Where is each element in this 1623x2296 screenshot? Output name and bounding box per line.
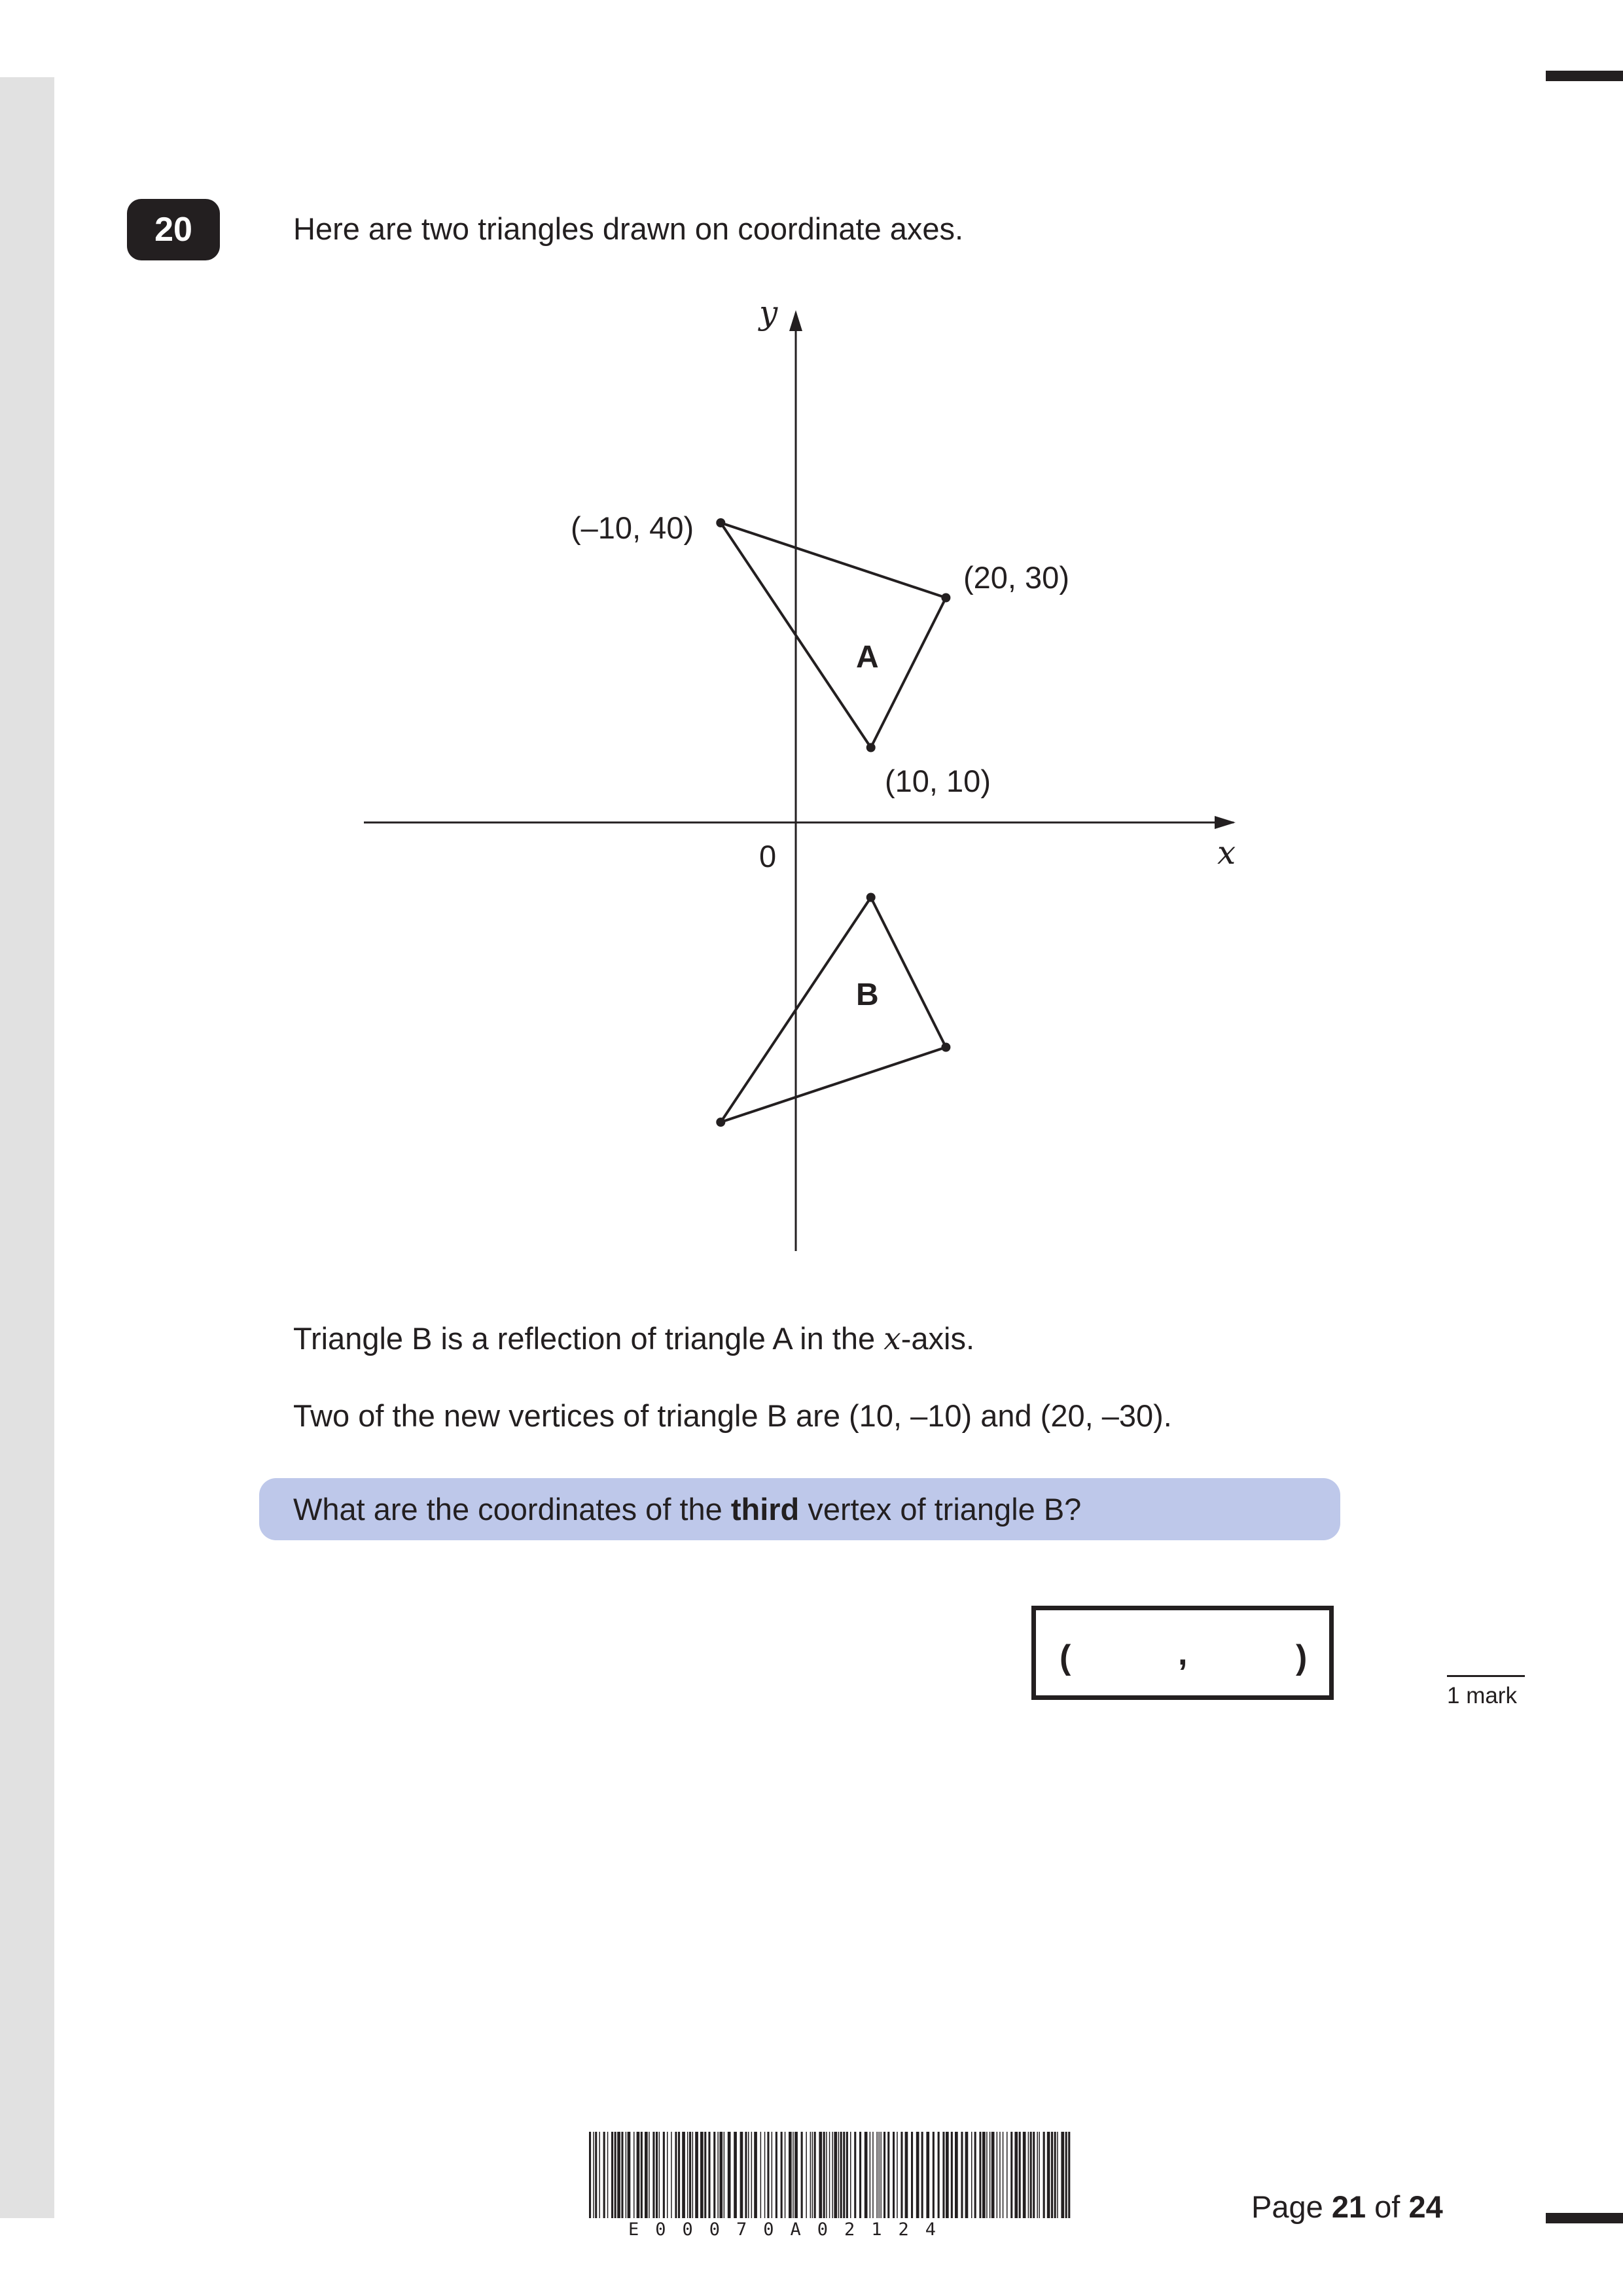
barcode-bar — [990, 2132, 991, 2218]
barcode-bar — [991, 2132, 995, 2218]
barcode-bar — [649, 2132, 650, 2218]
barcode-bar — [621, 2132, 623, 2218]
barcode-bar — [846, 2132, 848, 2218]
barcode-bar — [689, 2132, 691, 2218]
barcode-bar — [708, 2132, 710, 2218]
barcode-bar — [599, 2132, 600, 2218]
barcode-bar — [982, 2132, 986, 2218]
triangle-a-vertex-1 — [716, 518, 725, 527]
barcode-bar — [595, 2132, 597, 2218]
barcode-bar — [946, 2132, 949, 2218]
question-prompt-end: vertex of triangle B? — [799, 1492, 1082, 1527]
barcode-bar — [859, 2132, 861, 2218]
barcode-bar — [678, 2132, 680, 2218]
barcode-bar — [850, 2132, 851, 2218]
barcode-bar — [700, 2132, 704, 2218]
barcode-bar — [901, 2132, 902, 2218]
page-number — [1251, 2189, 1443, 2225]
barcode-bar — [840, 2132, 842, 2218]
barcode-bar — [717, 2132, 719, 2218]
barcode-bar — [1014, 2132, 1018, 2218]
barcode-bar — [826, 2132, 827, 2218]
triangle-b — [721, 898, 946, 1123]
barcode-bar — [1003, 2132, 1004, 2218]
triangle-b-label: B — [856, 978, 879, 1012]
barcode-bar — [905, 2132, 908, 2218]
barcode-bar — [734, 2132, 737, 2218]
barcode-bar — [921, 2132, 923, 2218]
barcode-bar — [838, 2132, 840, 2218]
barcode-bar — [832, 2132, 833, 2218]
triangle-a-vertex-2 — [941, 593, 950, 603]
page-prefix: Page — [1251, 2189, 1332, 2224]
barcode-bar — [611, 2132, 613, 2218]
vertex-label-a3: (10, 10) — [885, 764, 991, 798]
triangle-a — [721, 523, 946, 748]
barcode-bar — [1065, 2132, 1067, 2218]
mark-allocation: 1 mark — [1447, 1683, 1517, 1708]
barcode-bar — [671, 2132, 672, 2218]
barcode-bar — [801, 2132, 803, 2218]
triangle-a-label: A — [856, 640, 879, 675]
vertex-label-a1: (–10, 40) — [571, 510, 694, 545]
barcode-bar — [607, 2132, 609, 2218]
barcode-bar — [961, 2132, 963, 2218]
barcode-bar — [1047, 2132, 1050, 2218]
barcode-bar — [652, 2132, 654, 2218]
barcode-bar — [781, 2132, 783, 2218]
barcode-bar — [997, 2132, 998, 2218]
axis-x-label: x — [1217, 834, 1236, 872]
origin-label: 0 — [759, 839, 777, 874]
barcode-bar — [1039, 2132, 1040, 2218]
barcode-bar — [695, 2132, 698, 2218]
barcode-bar — [772, 2132, 773, 2218]
barcode-bar — [843, 2132, 845, 2218]
barcode-bar — [719, 2132, 722, 2218]
barcode-bar — [933, 2132, 935, 2218]
barcode-bar — [854, 2132, 856, 2218]
barcode-bar — [656, 2132, 658, 2218]
barcode-bar — [911, 2132, 913, 2218]
barcode-bar — [814, 2132, 816, 2218]
barcode-bar — [938, 2132, 940, 2218]
answer-open-paren: ( — [1060, 1638, 1071, 1676]
barcode-bar — [829, 2132, 830, 2218]
barcode — [589, 2132, 1073, 2222]
barcode-bar — [865, 2132, 868, 2218]
barcode-bar — [593, 2132, 594, 2218]
barcode-bar — [764, 2132, 766, 2218]
barcode-bar — [951, 2132, 953, 2218]
barcode-bar — [942, 2132, 944, 2218]
barcode-bar — [880, 2132, 882, 2218]
barcode-bar — [916, 2132, 919, 2218]
barcode-bar — [645, 2132, 648, 2218]
barcode-bar — [617, 2132, 620, 2218]
answer-comma: , — [1178, 1634, 1188, 1672]
barcode-bar — [1037, 2132, 1038, 2218]
page-total: 24 — [1408, 2189, 1443, 2224]
y-axis-arrow — [789, 310, 802, 331]
barcode-bar — [740, 2132, 743, 2218]
barcode-bar — [1030, 2132, 1032, 2218]
barcode-bar — [724, 2132, 725, 2218]
barcode-bar — [641, 2132, 643, 2218]
barcode-bar — [692, 2132, 694, 2218]
barcode-bar — [713, 2132, 715, 2218]
barcode-bar — [789, 2132, 792, 2218]
barcode-bar — [1028, 2132, 1029, 2218]
barcode-bar — [589, 2132, 591, 2218]
barcode-bar — [626, 2132, 627, 2218]
barcode-bar — [876, 2132, 878, 2218]
barcode-bar — [810, 2132, 812, 2218]
barcode-bar — [760, 2132, 762, 2218]
question-prompt-bar — [259, 1478, 1340, 1540]
barcode-bar — [603, 2132, 605, 2218]
barcode-bar — [728, 2132, 731, 2218]
x-axis-arrow — [1215, 816, 1236, 829]
question-number-badge: 20 — [127, 199, 220, 260]
question-intro: Here are two triangles drawn on coordinate axes. — [293, 211, 964, 246]
barcode-bar — [893, 2132, 895, 2218]
barcode-bar — [675, 2132, 677, 2218]
barcode-bar — [745, 2132, 747, 2218]
barcode-bar — [1061, 2132, 1064, 2218]
triangle-a-vertex-3 — [866, 743, 876, 752]
barcode-bar — [1054, 2132, 1056, 2218]
barcode-bar — [793, 2132, 794, 2218]
barcode-bar — [1019, 2132, 1021, 2218]
barcode-bar — [628, 2132, 631, 2218]
barcode-bar — [986, 2132, 988, 2218]
barcode-bar — [883, 2132, 885, 2218]
vertex-label-a2: (20, 30) — [963, 560, 1069, 595]
barcode-bar — [1033, 2132, 1035, 2218]
barcode-bar — [633, 2132, 635, 2218]
barcode-bar — [812, 2132, 813, 2218]
barcode-bar — [754, 2132, 757, 2218]
page-of: of — [1366, 2189, 1409, 2224]
barcode-bar — [819, 2132, 822, 2218]
barcode-bar — [1068, 2132, 1070, 2218]
barcode-bar — [979, 2132, 981, 2218]
barcode-bar — [1007, 2132, 1008, 2218]
barcode-bar — [785, 2132, 786, 2218]
barcode-bar — [955, 2132, 958, 2218]
mark-rule — [1447, 1675, 1525, 1677]
barcode-bar — [965, 2132, 969, 2218]
barcode-text: E00070A02124 — [628, 2219, 953, 2240]
barcode-bar — [870, 2132, 871, 2218]
barcode-bar — [751, 2132, 753, 2218]
barcode-bar — [748, 2132, 749, 2218]
barcode-bar — [926, 2132, 929, 2218]
statement-reflection-suffix: -axis. — [901, 1321, 975, 1356]
variable-x: x — [883, 1321, 901, 1357]
barcode-bar — [806, 2132, 807, 2218]
barcode-bar — [1023, 2132, 1026, 2218]
question-prompt-start: What are the coordinates of the — [293, 1492, 731, 1527]
barcode-bar — [1051, 2132, 1053, 2218]
barcode-bar — [767, 2132, 769, 2218]
barcode-bar — [776, 2132, 777, 2218]
statement-vertices: Two of the new vertices of triangle B are (10, –10) and (20, –30). — [293, 1398, 1172, 1433]
barcode-bar — [615, 2132, 616, 2218]
barcode-bar — [834, 2132, 837, 2218]
barcode-bar — [878, 2132, 880, 2218]
barcode-bar — [823, 2132, 825, 2218]
statement-reflection-text: Triangle B is a reflection of triangle A in the — [293, 1321, 884, 1356]
barcode-bar — [704, 2132, 706, 2218]
page-current: 21 — [1331, 2189, 1366, 2224]
barcode-bar — [872, 2132, 874, 2218]
axis-y-label: y — [759, 294, 778, 332]
barcode-bar — [687, 2132, 688, 2218]
barcode-bar — [897, 2132, 898, 2218]
barcode-bar — [1043, 2132, 1045, 2218]
barcode-bar — [794, 2132, 798, 2218]
statement-reflection — [293, 1320, 974, 1357]
triangle-b-vertex-1 — [866, 893, 876, 902]
triangle-b-vertex-2 — [941, 1043, 950, 1052]
question-prompt-emphasis: third — [730, 1492, 800, 1527]
barcode-bar — [971, 2132, 972, 2218]
answer-box[interactable] — [1031, 1606, 1334, 1700]
barcode-bar — [663, 2132, 665, 2218]
barcode-bar — [667, 2132, 668, 2218]
barcode-bar — [1057, 2132, 1058, 2218]
barcode-bar — [1010, 2132, 1012, 2218]
triangle-b-vertex-3 — [716, 1118, 725, 1127]
barcode-bar — [637, 2132, 640, 2218]
barcode-bar — [999, 2132, 1001, 2218]
question-prompt — [293, 1491, 1081, 1527]
barcode-bar — [887, 2132, 889, 2218]
barcode-bar — [974, 2132, 976, 2218]
barcode-bar — [659, 2132, 660, 2218]
answer-close-paren: ) — [1296, 1638, 1308, 1676]
barcode-bar — [682, 2132, 685, 2218]
